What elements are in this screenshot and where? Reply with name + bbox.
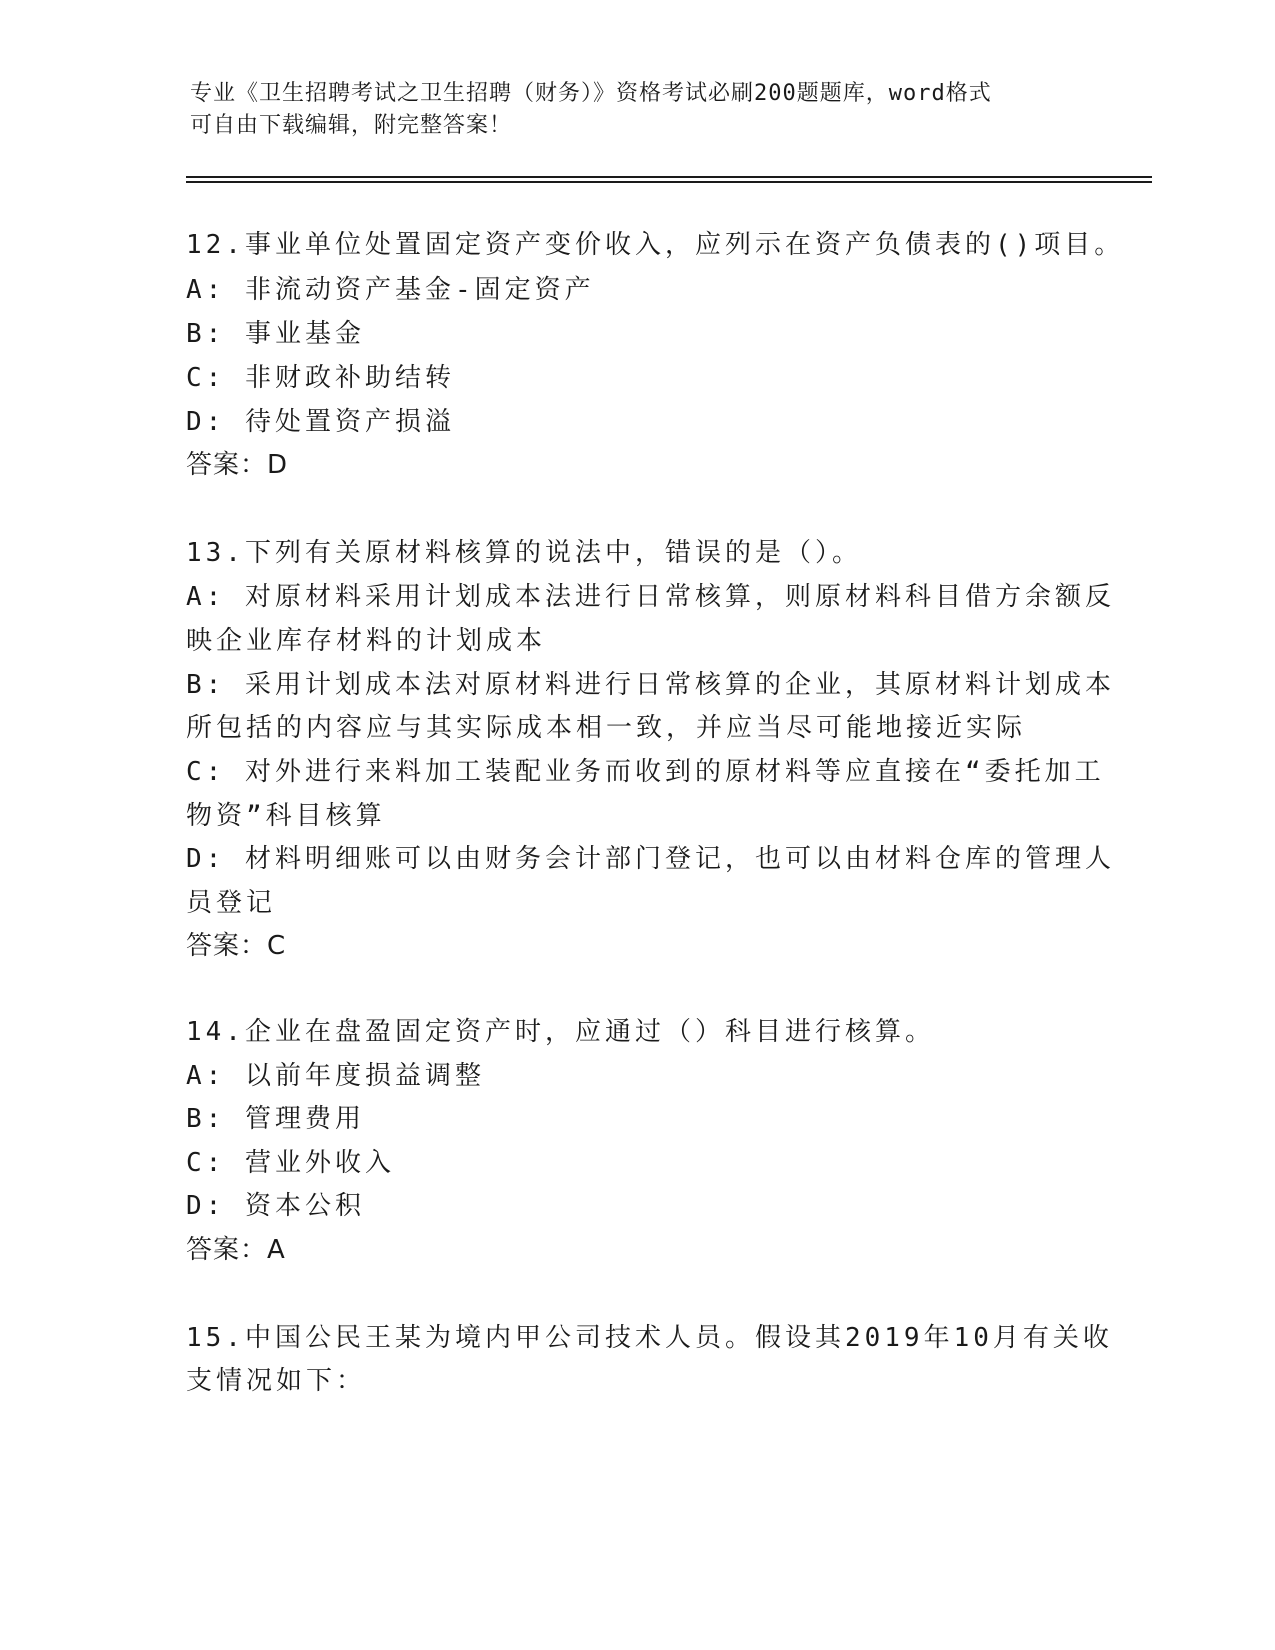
question-stem: 13.下列有关原材料核算的说法中，错误的是（）。 [186, 538, 862, 568]
option-b: B: 事业基金 [186, 319, 365, 349]
option-c: C: 对外进行来料加工装配业务而收到的原材料等应直接在“委托加工 [186, 757, 1105, 787]
option-b: B: 采用计划成本法对原材料进行日常核算的企业，其原材料计划成本 [186, 670, 1115, 700]
option-d: D: 资本公积 [186, 1191, 365, 1221]
option-a: A: 非流动资产基金-固定资产 [186, 275, 595, 305]
answer-label: 答案：C [186, 931, 287, 961]
header-title-line2: 可自由下载编辑，附完整答案！ [190, 113, 513, 138]
question-stem: 12.事业单位处置固定资产变价收入，应列示在资产负债表的()项目。 [186, 230, 1125, 260]
option-d-continued: 员登记 [186, 888, 277, 918]
option-b: B: 管理费用 [186, 1104, 365, 1134]
option-d: D: 待处置资产损溢 [186, 407, 455, 437]
option-b-continued: 所包括的内容应与其实际成本相一致，并应当尽可能地接近实际 [186, 713, 1027, 743]
header-divider-bottom [186, 181, 1152, 183]
answer-label: 答案：D [186, 450, 289, 480]
question-stem: 14.企业在盘盈固定资产时，应通过（）科目进行核算。 [186, 1017, 935, 1047]
answer-label: 答案：A [186, 1235, 286, 1265]
option-a: A: 以前年度损益调整 [186, 1061, 485, 1091]
header-divider-top [186, 176, 1152, 178]
option-c: C: 非财政补助结转 [186, 363, 455, 393]
option-a-continued: 映企业库存材料的计划成本 [186, 626, 547, 656]
option-d: D: 材料明细账可以由财务会计部门登记，也可以由材料仓库的管理人 [186, 844, 1115, 874]
option-c: C: 营业外收入 [186, 1148, 395, 1178]
question-stem: 15.中国公民王某为境内甲公司技术人员。假设其2019年10月有关收 [186, 1323, 1113, 1353]
option-c-continued: 物资”科目核算 [186, 801, 386, 831]
question-stem-continued: 支情况如下： [186, 1366, 367, 1396]
option-a: A: 对原材料采用计划成本法进行日常核算，则原材料科目借方余额反 [186, 582, 1115, 612]
header-title-line1: 专业《卫生招聘考试之卫生招聘（财务）》资格考试必刷200题题库，word格式 [190, 81, 992, 106]
